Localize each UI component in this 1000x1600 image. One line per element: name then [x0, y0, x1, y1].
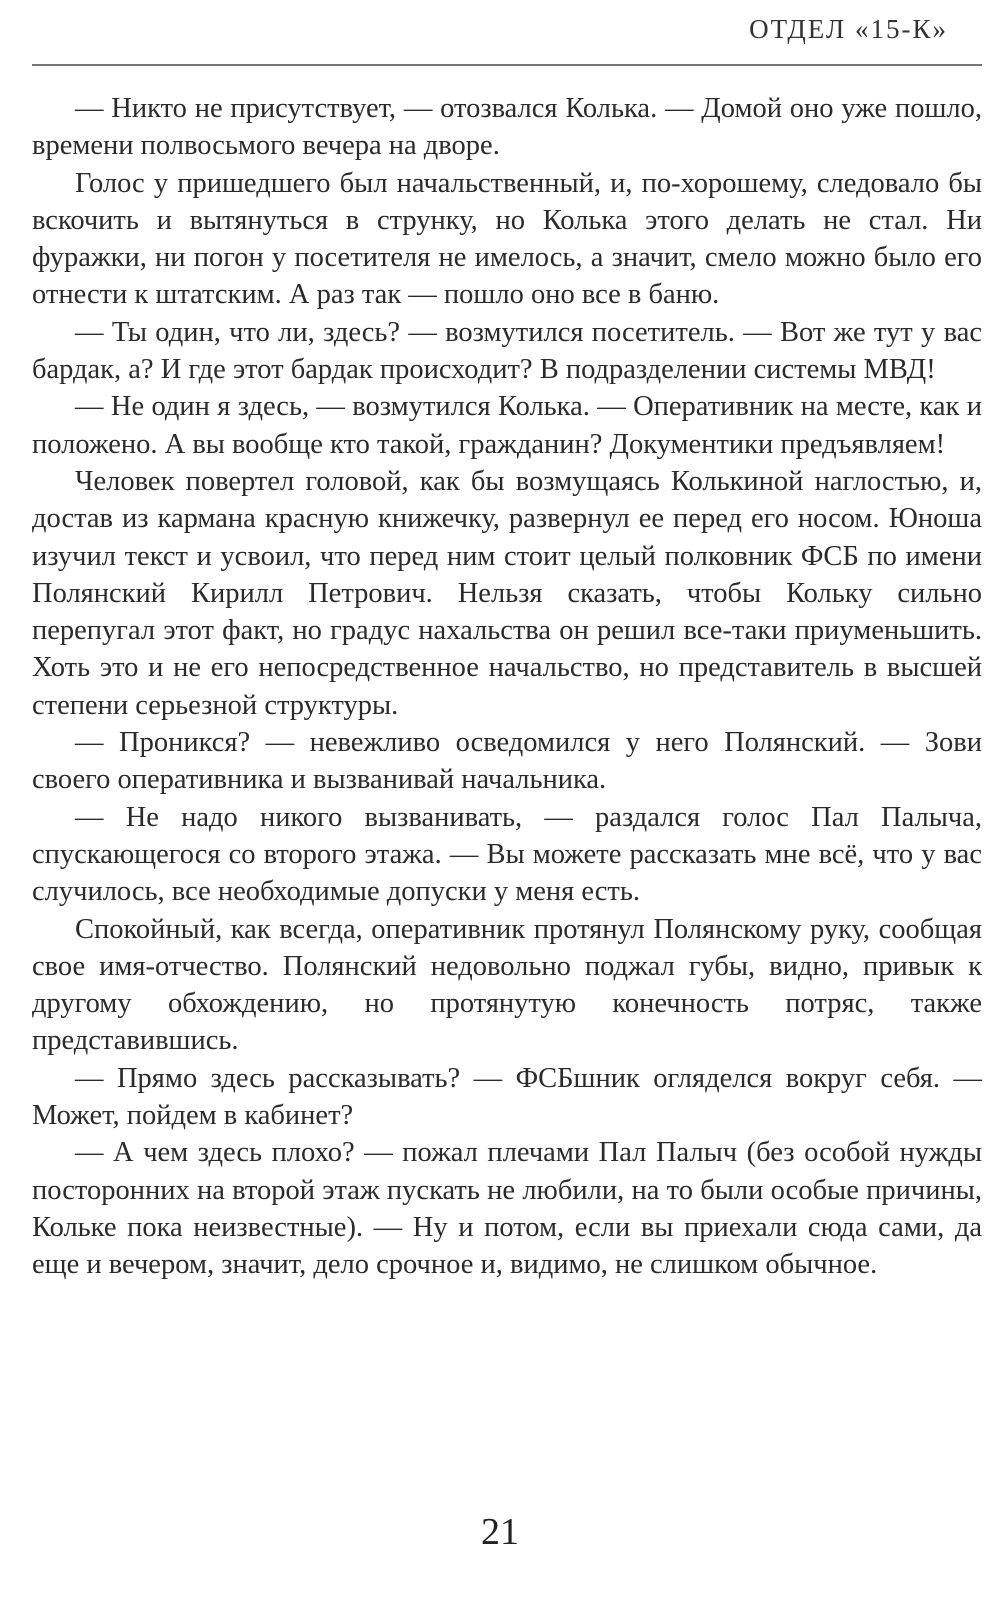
paragraph: Голос у пришедшего был начальственный, и, по-хорошему, следовало бы вскочить и вытянуться в струнку, но Колька этого делать не стал. Ни фуражки, ни погон у посетителя не имелось, а значит, смело можно было его отнести к штатским. А раз так — пошло оно все в баню. — [32, 167, 982, 311]
paragraph: — Прямо здесь рассказывать? — ФСБшник огляделся вокруг себя. — Может, пойдем в кабинет? — [32, 1062, 982, 1132]
paragraph: — Не один я здесь, — возмутился Колька. — Оперативник на месте, как и положено. А вы вообще кто такой, гражданин? Документики предъявляем! — [32, 391, 982, 460]
paragraph: Человек повертел головой, как бы возмущаясь Колькиной наглостью, и, достав из кармана красную книжечку, развернул ее перед его носом. Юноша изучил текст и усвоил, что перед ним стоит целый полковник ФСБ по имени Полянский Кирилл Петрович. Нельзя сказать, чтобы Кольку сильно перепугал этот факт, но градус нахальства он решил все-таки приуменьшить. Хоть это и не его непосредственное начальство, но представитель в высшей степени серьезной структуры. — [32, 465, 982, 721]
paragraph: — Проникся? — невежливо осведомился у него Полянский. — Зови своего оперативника и вызванивай начальника. — [32, 727, 982, 796]
paragraph: Спокойный, как всегда, оперативник протянул Полянскому руку, сообщая свое имя-отчество. Полянский недовольно поджал губы, видно, привык к другому обхождению, но протянутую конечность потряс, также представившись. — [32, 913, 982, 1057]
page-number: 21 — [481, 1511, 519, 1553]
paragraph: — А чем здесь плохо? — пожал плечами Пал Палыч (без особой нужды посторонних на второй этаж пускать не любили, на то были особые причины, Кольке пока неизвестные). — Ну и потом, если вы приехали сюда сами, да еще и вечером, значит, дело срочное и, видимо, не слишком обычное. — [32, 1137, 982, 1281]
running-head-title: ОТДЕЛ «15-К» — [749, 14, 948, 44]
paragraph: — Ты один, что ли, здесь? — возмутился посетитель. — Вот же тут у вас бардак, а? И где этот бардак происходит? В подразделении системы МВД! — [32, 316, 982, 386]
header-rule — [32, 64, 982, 66]
body-text — [32, 90, 982, 1284]
paragraph: — Никто не присутствует, — отозвался Колька. — Домой оно уже пошло, времени полвосьмого вечера на дворе. — [32, 93, 982, 162]
paragraph: — Не надо никого вызванивать, — раздался голос Пал Палыча, спускающегося со второго этажа. — Вы можете рассказать мне всё, что у вас случилось, все необходимые допуски у меня есть. — [32, 801, 982, 908]
